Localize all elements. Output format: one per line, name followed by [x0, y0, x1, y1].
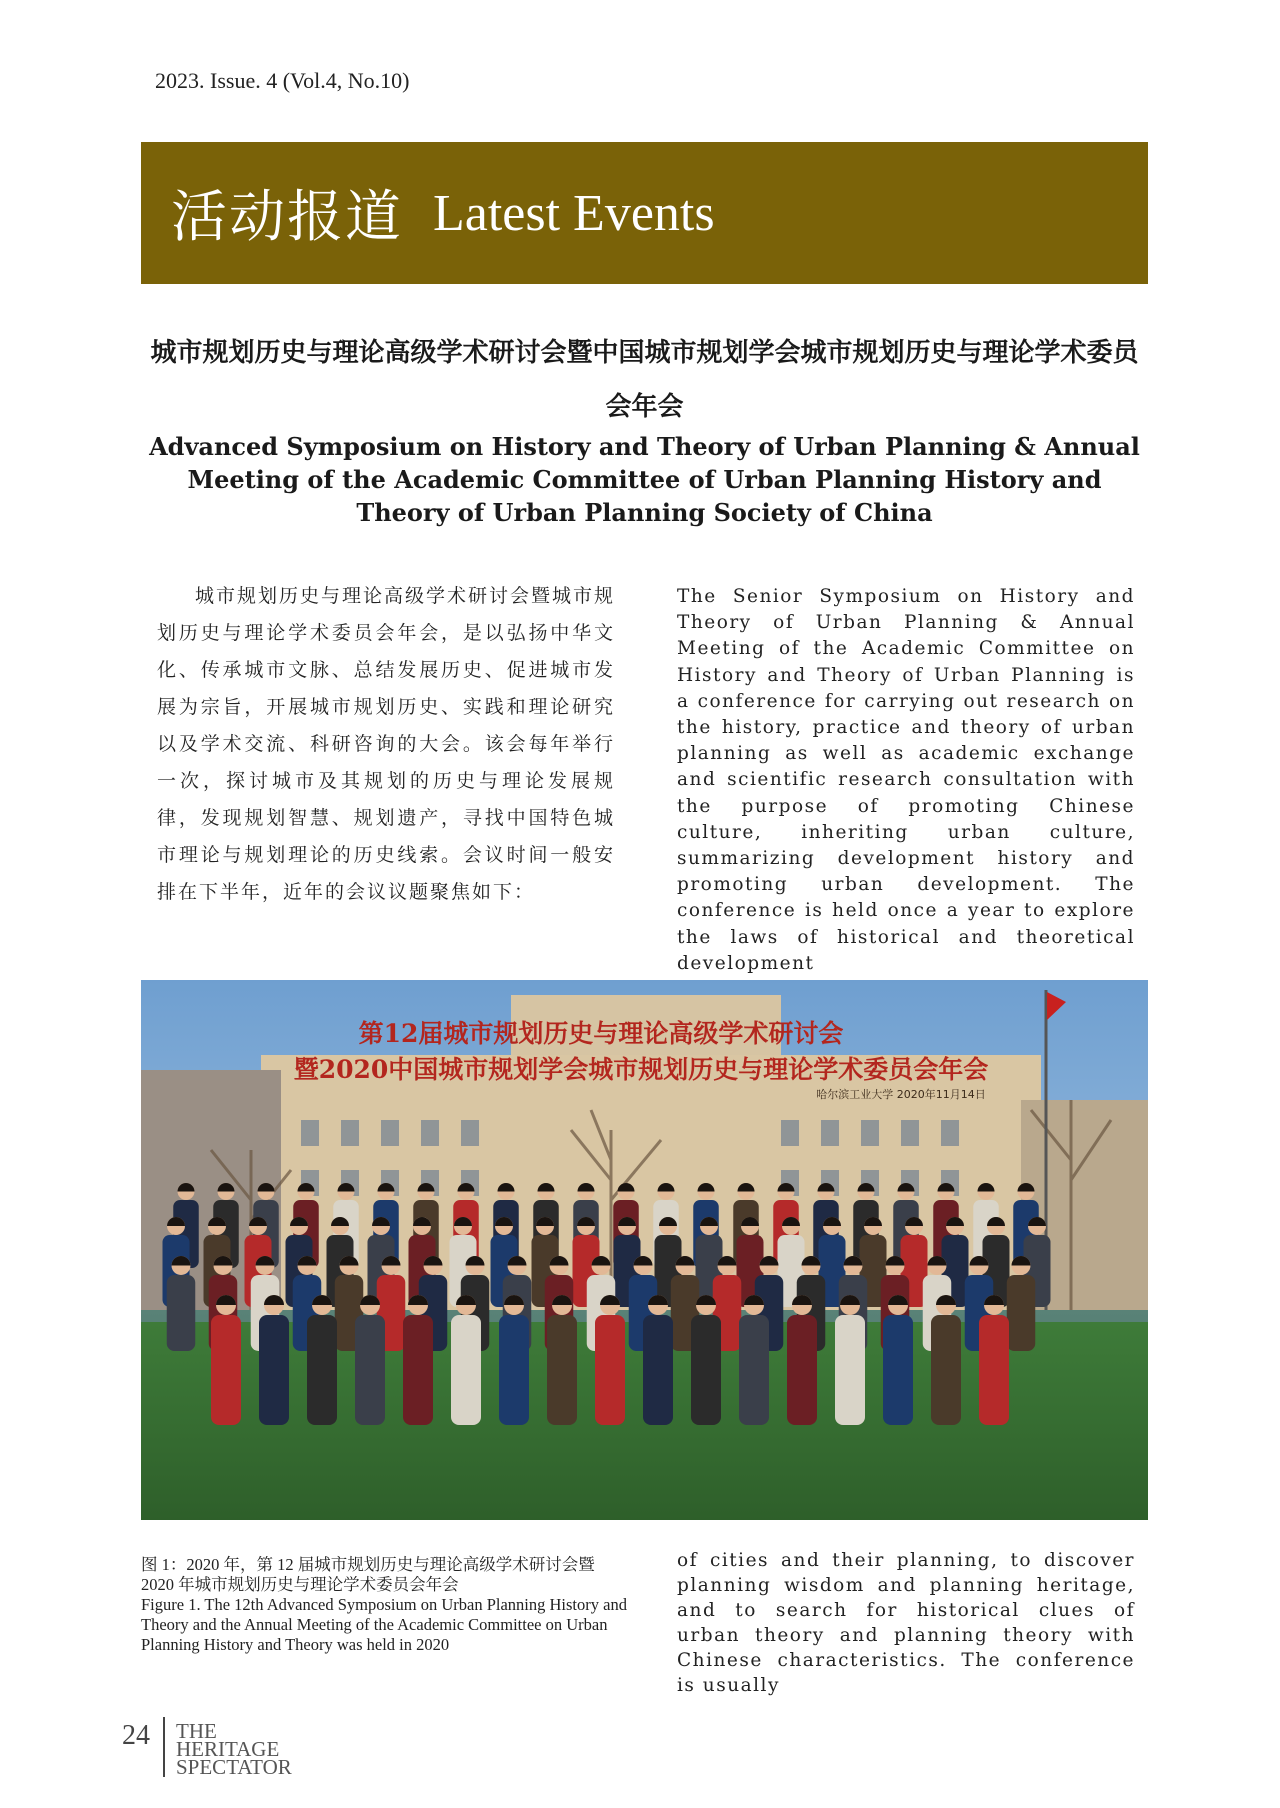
photo-banner-line1: 第12届城市规划历史与理论高级学术研讨会 [358, 1019, 844, 1048]
body-text-en-part1: The Senior Symposium on History and Theory of Urban Planning & Annual Meeting of the Academic Committee on History and Theory of Urban Planning is a conference for carrying out research on the history, practice and theory of urban planning as well as academic exchange and scientific research consultation with the purpose of promoting Chinese culture, inheriting urban culture, summarizing development history and promoting urban development. The conference is held once a year to explore the laws of historical and theoretical development [677, 586, 1135, 974]
person-body [835, 1315, 865, 1425]
caption-en: Figure 1. The 12th Advanced Symposium on Urban Planning History and Theory and the Annual Meeting of the Academic Committee on Urban Planning History and Theory was held in 2020 [141, 1595, 627, 1654]
figure-caption [141, 1555, 631, 1655]
person-body [403, 1315, 433, 1425]
person-body [355, 1315, 385, 1425]
article-title-en: Advanced Symposium on History and Theory of Urban Planning & Annual Meeting of the Academic Committee of Urban Planning History and Theory of Urban Planning Society of China [149, 432, 1140, 527]
person-body [451, 1315, 481, 1425]
person-body [307, 1315, 337, 1425]
person-body [643, 1315, 673, 1425]
section-banner [141, 142, 1148, 284]
group-photo [141, 980, 1148, 1520]
person-body [739, 1315, 769, 1425]
photo-banner-line2: 暨2020中国城市规划学会城市规划历史与理论学术委员会年会 [293, 1055, 989, 1084]
person-body [883, 1315, 913, 1425]
person-body [1007, 1275, 1036, 1351]
person-body [595, 1315, 625, 1425]
section-title-en: Latest Events [433, 184, 715, 242]
issue-label: 2023. Issue. 4 (Vol.4, No.10) [155, 68, 410, 93]
body-text-en-part2: of cities and their planning, to discover planning wisdom and planning heritage, and to search for historical clues of urban theory and planning theory with Chinese characteristics. The conference is usually [677, 1550, 1135, 1696]
person-body [167, 1275, 196, 1351]
person-body [547, 1315, 577, 1425]
logo-line-2: HERITAGE [176, 1737, 280, 1761]
footer-divider [163, 1717, 165, 1777]
person-body [931, 1315, 961, 1425]
person-body [979, 1315, 1009, 1425]
photo-banner-line3: 哈尔滨工业大学 2020年11月14日 [816, 1088, 986, 1101]
logo-line-1: THE [176, 1719, 217, 1743]
person-body [211, 1315, 241, 1425]
body-text-zh: 城市规划历史与理论高级学术研讨会暨城市规划历史与理论学术委员会年会，是以弘扬中华文化、传承城市文脉、总结发展历史、促进城市发展为宗旨，开展城市规划历史、实践和理论研究以及学术交流、科研咨询的大会。该会每年举行一次，探讨城市及其规划的历史与理论发展规律，发现规划智慧、规划遗产，寻找中国特色城市理论与规划理论的历史线索。会议时间一般安排在下半年，近年的会议议题聚焦如下： [157, 585, 616, 903]
person-body [259, 1315, 289, 1425]
article-title-zh: 城市规划历史与理论高级学术研讨会暨中国城市规划学会城市规划历史与理论学术委员会年会 [150, 338, 1139, 422]
caption-zh: 图 1：2020 年，第 12 届城市规划历史与理论高级学术研讨会暨 2020 年城市规划历史与理论学术委员会年会 [141, 1555, 595, 1594]
person-body [787, 1315, 817, 1425]
section-title-zh: 活动报道 [171, 185, 403, 250]
page-number: 24 [122, 1720, 150, 1751]
journal-logo [176, 1719, 292, 1779]
person-body [691, 1315, 721, 1425]
person-body [499, 1315, 529, 1425]
logo-line-3: SPECTATOR [176, 1755, 292, 1779]
